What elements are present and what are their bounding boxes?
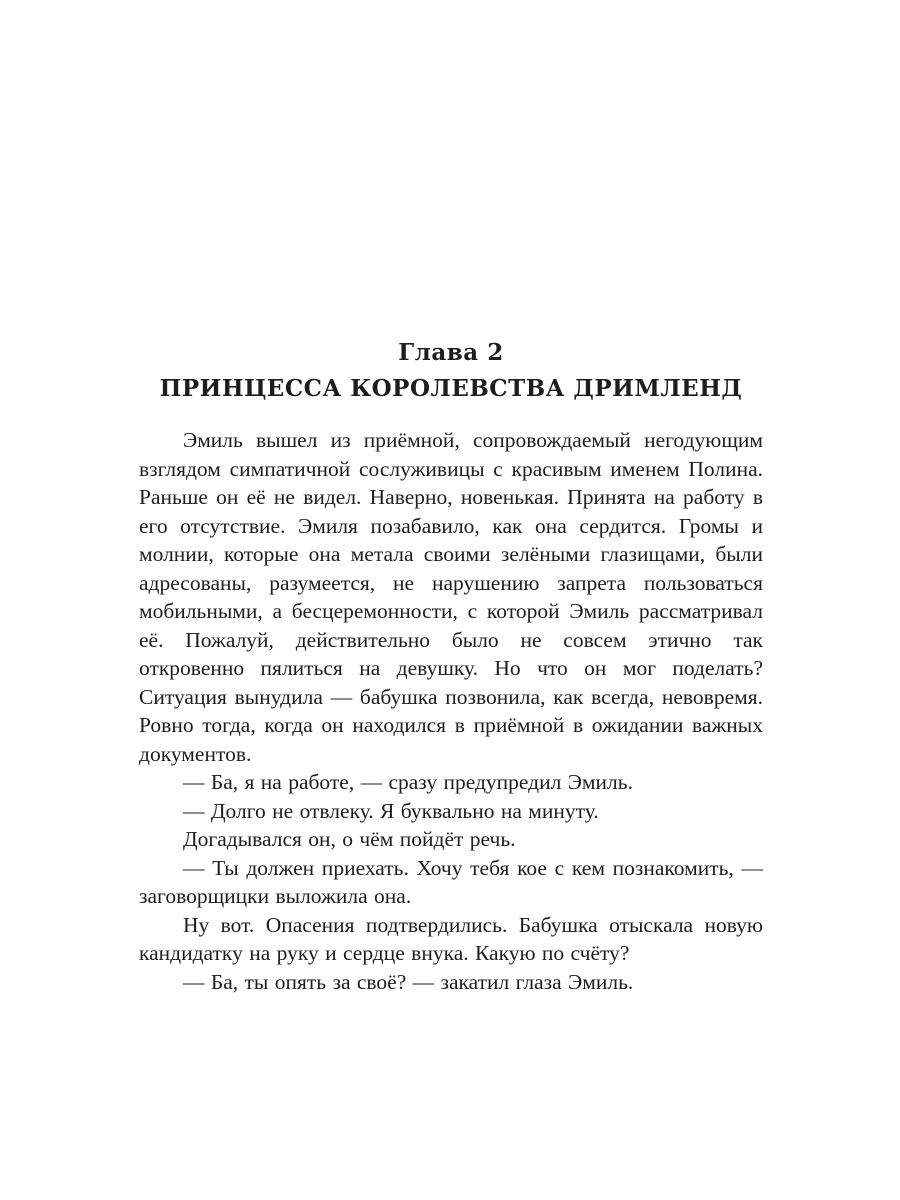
- paragraph: Эмиль вышел из приёмной, сопровождаемый негодующим взглядом симпатичной сослуживицы с красивым именем Полина. Раньше он её не видел. Наверно, новенькая. Принята на работу в его отсутствие. Эмиля позабавило, как она сердится. Громы и молнии, которые она метала своими зелёными глазищами, были адресованы, разумеется, не нарушению запрета пользоваться мобильными, а бесцеремонности, с которой Эмиль рассматривал её. Пожалуй, действительно было не совсем этично так откровенно пялиться на девушку. Но что он мог поделать? Ситуация вынудила — бабушка позвонила, как всегда, невовремя. Ровно тогда, когда он находился в приёмной в ожидании важных документов.: [139, 428, 763, 766]
- paragraph: — Ба, я на работе, — сразу предупредил Эмиль.: [183, 770, 633, 794]
- paragraph: — Ты должен приехать. Хочу тебя кое с кем познакомить, — заговорщицки выложила она.: [139, 855, 763, 908]
- paragraph: Ну вот. Опасения подтвердились. Бабушка отыскала новую кандидатку на руку и сердце внука. Какую по счёту?: [139, 912, 763, 965]
- paragraph: Догадывался он, о чём пойдёт речь.: [183, 827, 516, 851]
- chapter-label: Глава 2: [398, 339, 504, 366]
- paragraph: — Ба, ты опять за своё? — закатил глаза Эмиль.: [183, 969, 634, 994]
- chapter-title: ПРИНЦЕССА КОРОЛЕВСТВА ДРИМЛЕНД: [159, 375, 743, 402]
- paragraph: — Долго не отвлеку. Я буквально на минуту.: [183, 798, 599, 823]
- paragraphs: [139, 426, 763, 996]
- page-content: [139, 338, 763, 996]
